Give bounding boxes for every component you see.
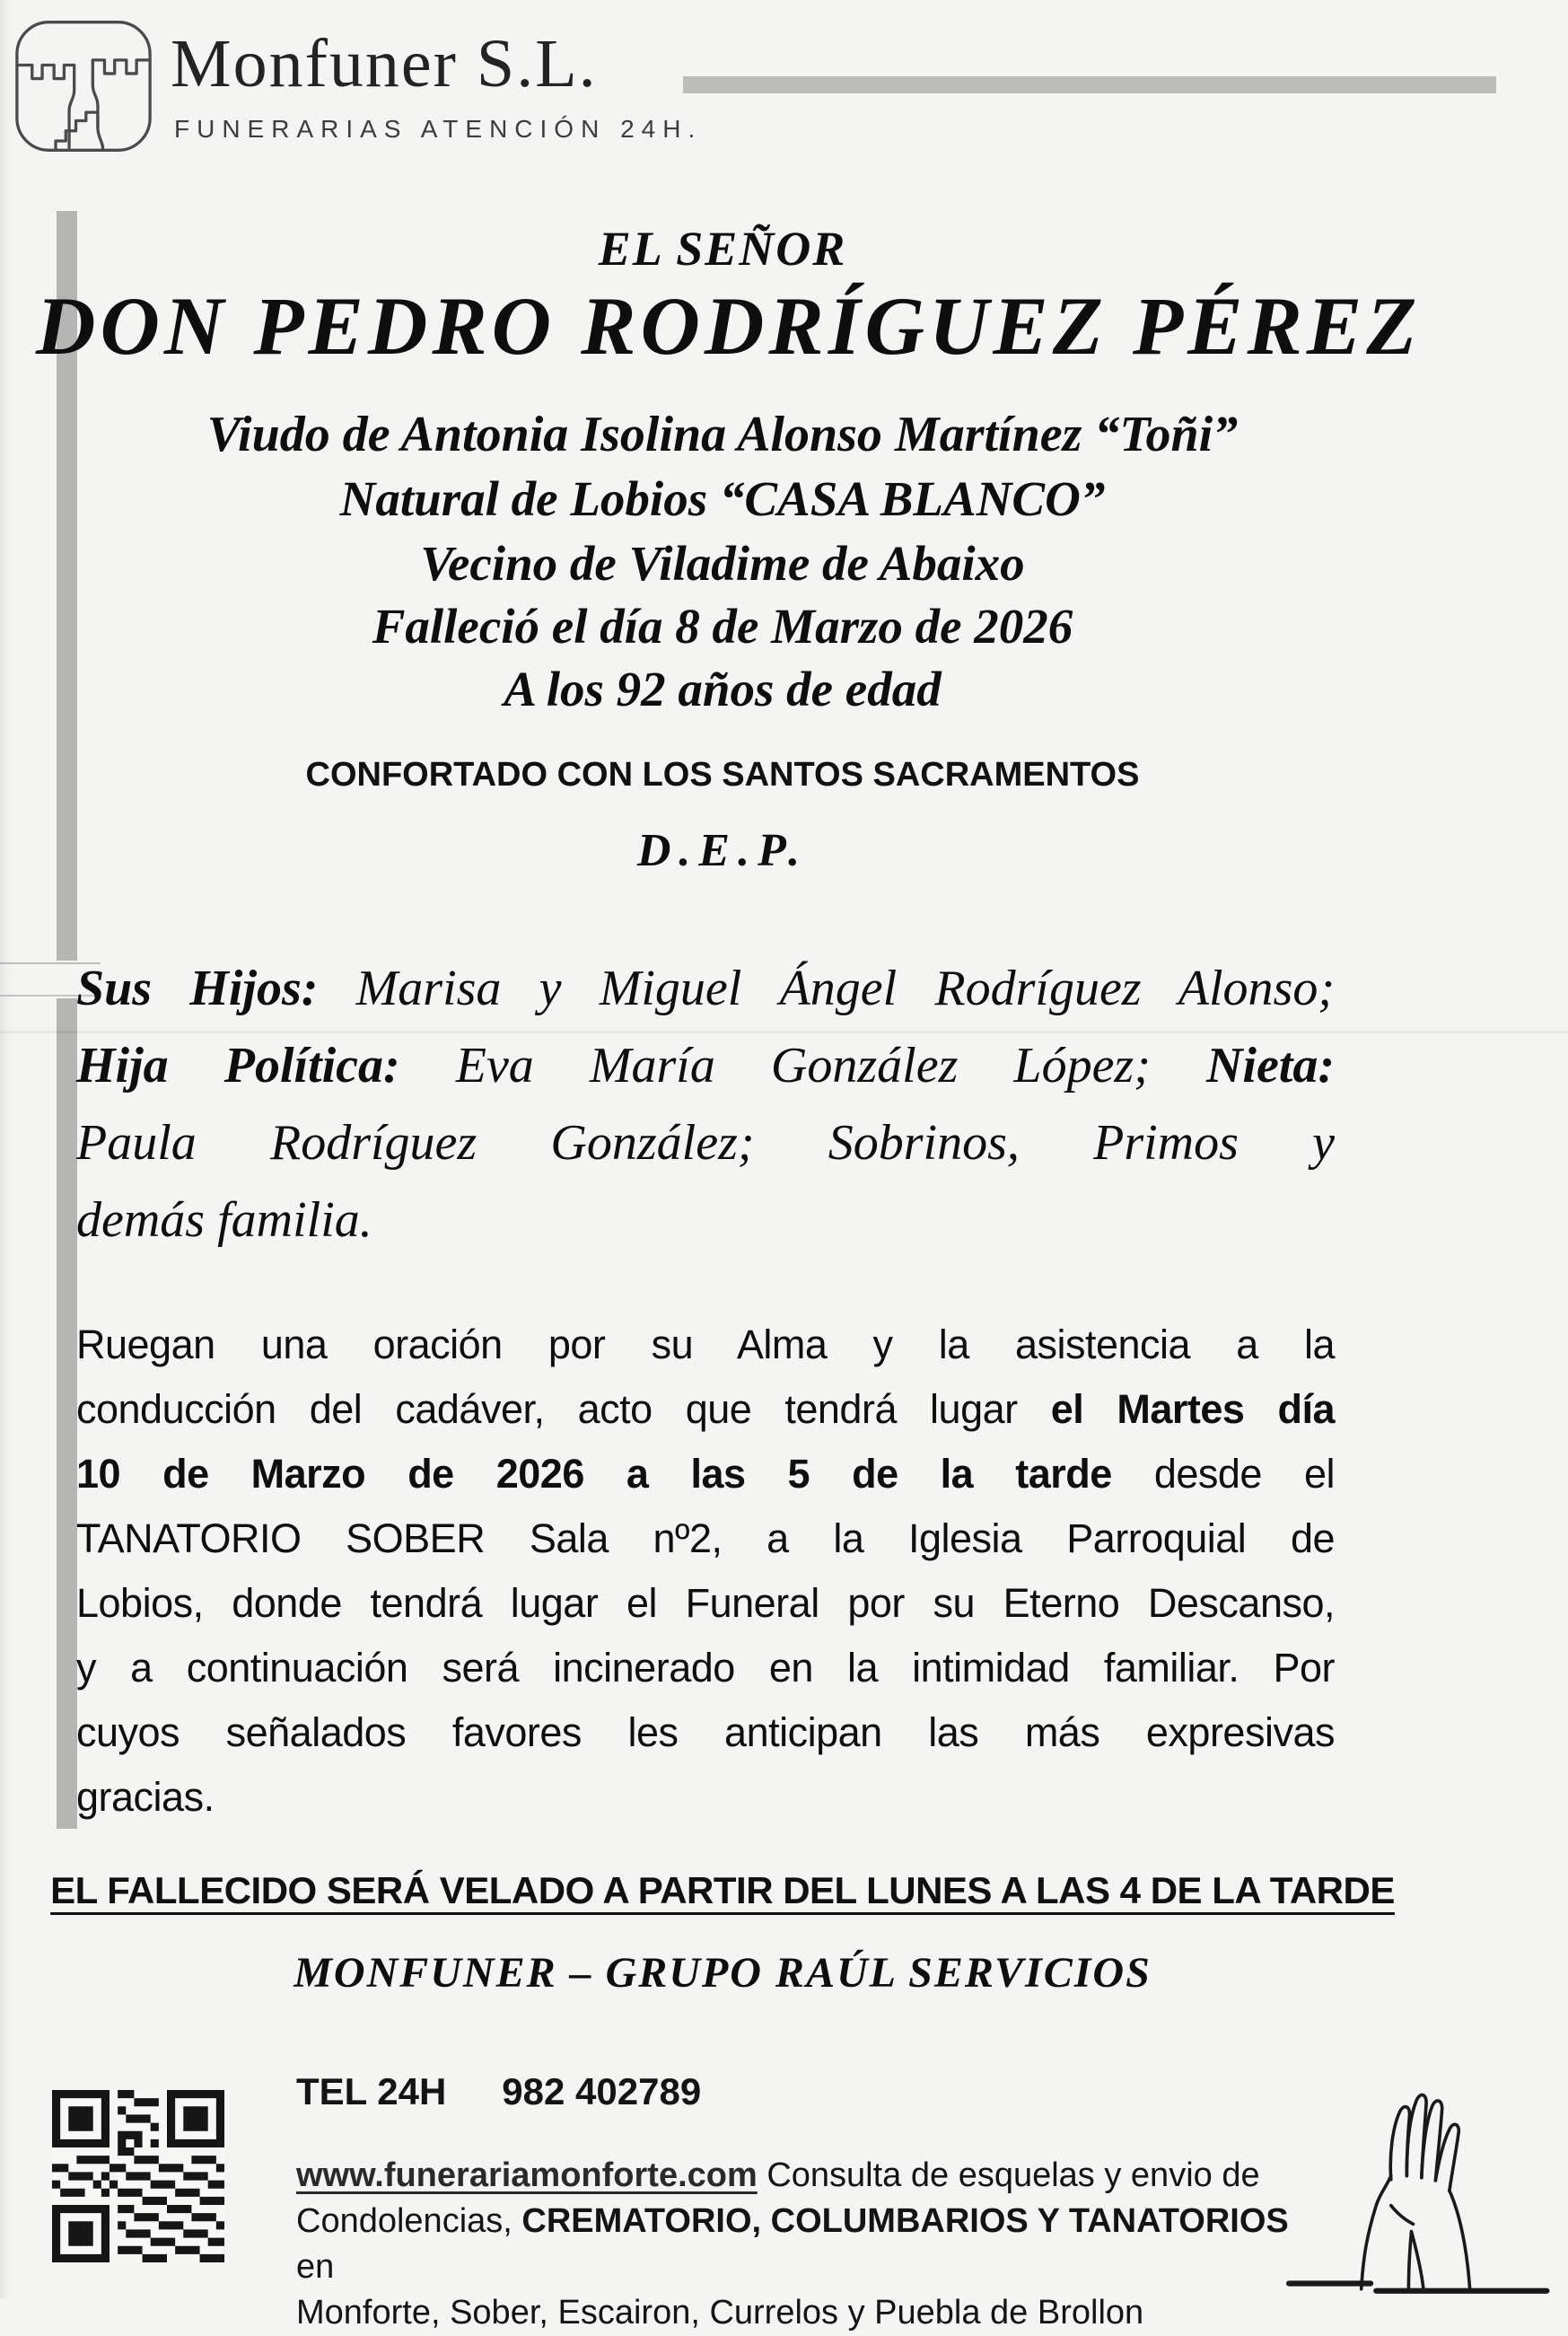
services-bold: CREMATORIO, COLUMBARIOS Y TANATORIOS: [521, 2202, 1289, 2240]
castle-towers-icon: [11, 18, 156, 154]
family-paragraph: Sus Hijos: Marisa y Miguel Ángel Rodríguez Alonso; Hija Política: Eva María González López; Nieta: Paula Rodríguez González; Sobrinos, Primos y demás familia.: [76, 961, 1336, 1248]
deceased-name: DON PEDRO RODRÍGUEZ PÉREZ: [36, 280, 1422, 372]
salutation: EL SEÑOR: [598, 222, 847, 276]
scan-artifact-bar-bottom: [57, 998, 77, 1829]
detail-death-date: Falleció el día 8 de Marzo de 2026: [372, 599, 1073, 654]
services-intro: Consulta de esquelas y envio de: [757, 2156, 1260, 2194]
phone-label: TEL 24H: [296, 2070, 447, 2112]
services-line: [296, 2199, 1328, 2290]
scan-edge-shadow: [0, 0, 13, 2298]
funeral-group-signature: MONFUNER – GRUPO RAÚL SERVICIOS: [293, 1949, 1152, 1997]
services-towns: Monforte, Sober, Escairon, Currelos y Puebla de Brollon: [296, 2294, 1144, 2332]
phone-row: [296, 2070, 701, 2113]
qr-code: [52, 2090, 224, 2262]
detail-age: A los 92 años de edad: [504, 662, 942, 716]
detail-residence: Vecino de Viladime de Abaixo: [420, 536, 1025, 591]
company-name: Monfuner S.L.: [171, 26, 598, 101]
header-gray-rule: [683, 76, 1496, 93]
funeral-announcement-paragraph: Ruegan una oración por su Alma y la asistencia a la conducción del cadáver, acto que tendrá lugar el Martes día 10 de Marzo de 2026 a las 5 de la tarde desde el TANATORIO SOBER Sala nº2, a la Iglesia Parroquial de Lobios, donde tendrá lugar el Funeral por su Eterno Descanso, y a continuación será incinerado en la intimidad familiar. Por cuyos señalados favores les anticipan las más expresivas gracias.: [76, 1322, 1336, 1820]
services-suffix: en: [296, 2248, 335, 2286]
phone-number: 982 402789: [502, 2070, 702, 2112]
detail-widower: Viudo de Antonia Isolina Alonso Martínez “Toñi”: [206, 407, 1239, 462]
wake-notice: EL FALLECIDO SERÁ VELADO A PARTIR DEL LUNES A LAS 4 DE LA TARDE: [50, 1869, 1395, 1911]
detail-birthplace: Natural de Lobios “CASA BLANCO”: [339, 471, 1106, 526]
dep-abbreviation: D.E.P.: [636, 825, 809, 876]
company-tagline: FUNERARIAS ATENCIÓN 24H.: [174, 115, 703, 143]
website-url: www.funerariamonforte.com: [296, 2156, 758, 2194]
website-line: [296, 2153, 1328, 2199]
services-plain: Condolencias,: [296, 2202, 522, 2240]
sacraments-line: CONFORTADO CON LOS SANTOS SACRAMENTOS: [305, 756, 1140, 794]
praying-hands-icon: [1255, 2076, 1568, 2298]
services-text: [296, 2153, 1328, 2336]
